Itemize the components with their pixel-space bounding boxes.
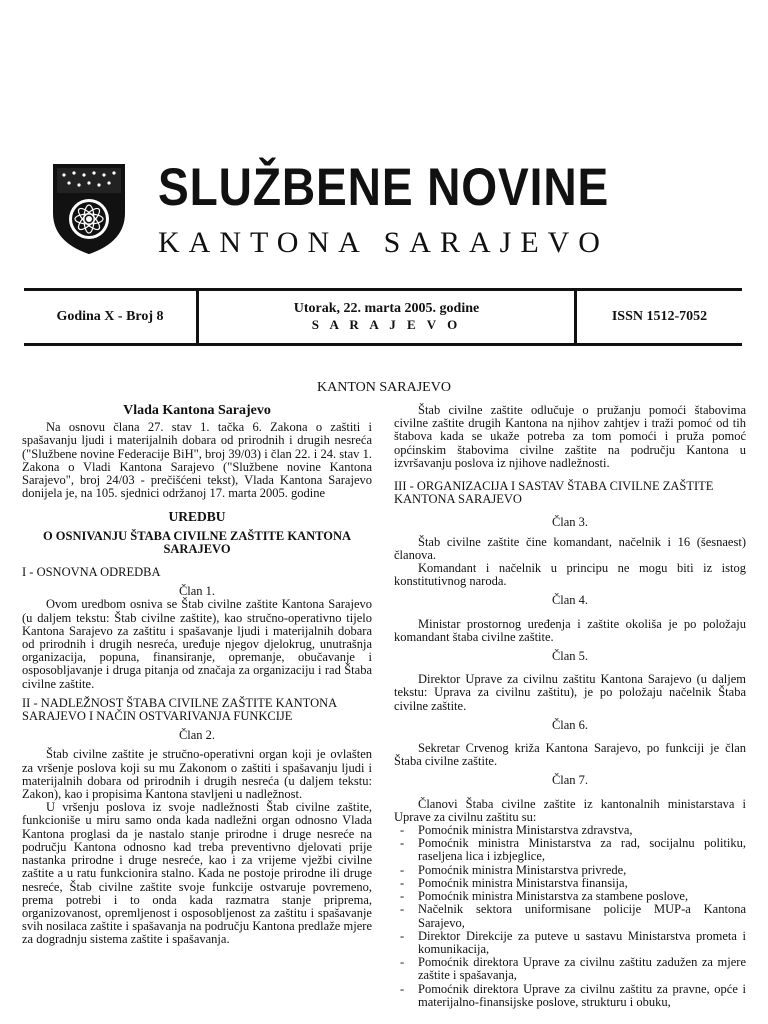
article-text: Štab civilne zaštite čine komandant, načelnik i 16 (šesnaest) članova. — [394, 534, 746, 562]
issue-header — [24, 288, 742, 346]
issue-number: Godina X - Broj 8 — [56, 309, 164, 324]
article-text: Ovom uredbom osniva se Štab civilne zaštite Kantona Sarajevo (u daljem tekstu: Štab civilne zaštite), kao stručno-operativno tijelo Kantona Sarajevo za zaštitu i spašavanje ljudi i materijalnih dobara od prirodnih i drugih nesreća, uređuje njegov djelokrug, unutrašnja organizacija, popuna, finansiranje, opremanje, obučavanje i osposobljavanje i druga pitanja od značaja za organizaciju i rad Štaba civilne zaštite. — [22, 597, 372, 691]
list-item: - Načelnik sektora uniformisane policije MUP-a Kantona Sarajevo, — [394, 903, 746, 929]
article-text: Direktor Uprave za civilnu zaštitu Kantona Sarajevo (u daljem tekstu: Uprava za civilnu zaštitu), je po položaju načelnik Štaba civilne zaštite. — [394, 672, 746, 713]
issn-cell — [577, 291, 742, 343]
list-item: - Pomoćnik direktora Uprave za civilnu zaštitu za pravne, opće i materijalno-finansijske poslove, strukturu i obuku, — [394, 983, 746, 1009]
preamble: Na osnovu člana 27. stav 1. tačka 6. Zakona o zaštiti i spašavanju ljudi i materijalnih dobara od prirodnih i drugih nesreća ("Službene novine Federacije BiH", broj 39/03) i član 22. i 24. stav 1. Zakona o Vladi Kantona Sarajevo ("Službene novine Kantona Sarajevo", broj 24/03 - prečišćeni tekst), Vlada Kantona Sarajevo donijela je, na 105. sjednici održanoj 17. marta 2005. godine — [22, 420, 372, 501]
right-column — [394, 396, 746, 1009]
part-heading: I - OSNOVNA ODREDBA — [22, 565, 161, 580]
list-item: - Pomoćnik ministra Ministarstva zdravstva, — [394, 824, 746, 837]
masthead-subtitle: KANTONA SARAJEVO — [158, 226, 609, 259]
article-heading: Član 7. — [551, 773, 589, 788]
article-heading: Član 1. — [178, 584, 216, 599]
article-text: U vršenju poslova iz svoje nadležnosti Štab civilne zaštite, funkcioniše u miru samo onda kada nadležni organ odnosno Vlada Kantona proglasi da je nastalo stanje prirodne i druge nesreće na području Kantona odnosno kad treba preventivno djelovati prije nastanka prirodne i druge nesreće, kao i za vrijeme vježbi civilne zaštite a u ratu funkcionira stalno. Kada ne postoje prirodne ili druge nesreće, Štab civilne zaštite svoje funkcije ostvaruje povremeno, prema potrebi i to onda kada razmatra stanje priprema, organizovanost, opremljenost i osposobljenost za zaštitu i spašavanje svih nosilaca zaštite i spašavanja na području Kantona predlaže mjere za dogradnju sistema zaštite i spašavanja. — [22, 800, 372, 947]
issn: ISSN 1512-7052 — [611, 309, 708, 324]
article-text: Sekretar Crvenog križa Kantona Sarajevo, po funkciji je član Štaba civilne zaštite. — [394, 741, 746, 769]
article-heading: Član 6. — [551, 717, 589, 732]
article-text: Štab civilne zaštite je stručno-operativni organ koji je ovlašten za vršenje poslova koji su mu Zakonom o zaštiti i spašavanju ljudi i materijalnih dobara od prirodnih i drugih nesreća (u daljem tekstu: Zakon), kao i propisima Kantona stavljeni u nadležnost. — [22, 747, 372, 802]
article-heading: Član 3. — [551, 515, 589, 530]
masthead-title: SLUŽBENE NOVINE — [158, 158, 610, 217]
section-heading: KANTON SARAJEVO — [317, 380, 451, 395]
article-heading: Član 5. — [551, 649, 589, 664]
list-item: - Pomoćnik direktora Uprave za civilnu zaštitu zadužen za mjere zaštite i spašavanja, — [394, 956, 746, 982]
coat-of-arms-icon — [52, 163, 126, 255]
article-heading: Član 2. — [178, 728, 216, 743]
list-item: - Pomoćnik ministra Ministarstva za stambene poslove, — [394, 890, 746, 903]
issuer-heading: Vlada Kantona Sarajevo — [123, 403, 271, 418]
member-list — [394, 824, 746, 1009]
list-item: - Pomoćnik ministra Ministarstva za rad, socijalnu politiku, raseljena lica i izbjeglice, — [394, 837, 746, 863]
issue-number-cell — [24, 291, 196, 343]
issue-date-cell — [199, 291, 574, 343]
issue-city: S A R A J E V O — [311, 317, 462, 332]
act-title: O OSNIVANJU ŠTABA CIVILNE ZAŠTITE KANTONA SARAJEVO — [42, 528, 352, 556]
act-heading: UREDBU — [168, 509, 226, 525]
left-column — [22, 396, 372, 947]
article-text: Ministar prostornog uređenja i zaštite okoliša je po položaju komandant štaba civilne zaštite. — [394, 616, 746, 644]
issue-date: Utorak, 22. marta 2005. godine — [293, 301, 480, 316]
article-heading: Član 4. — [551, 593, 589, 608]
list-item: - Pomoćnik ministra Ministarstva finansija, — [394, 877, 746, 890]
article-text: Članovi Štaba civilne zaštite iz kantonalnih ministarstava i Uprave za civilnu zaštitu su: — [394, 796, 746, 824]
article-text: Komandant i načelnik u principu ne mogu biti iz istog konstitutivnog naroda. — [394, 561, 746, 589]
list-item: - Direktor Direkcije za puteve u sastavu Ministarstva prometa i komunikacija, — [394, 930, 746, 956]
list-item: - Pomoćnik ministra Ministarstva privrede, — [394, 864, 746, 877]
article-text: Štab civilne zaštite odlučuje o pružanju pomoći štabovima civilne zaštite drugih Kantona na njihov zahtjev i traži pomoć od tih štabova kada se ukaže potreba za tom pomoći i pruža pomoć općinskim štabovima civilne zaštite na području Kantona u izvršavanju poslova iz njihove nadležnosti. — [394, 403, 746, 470]
part-heading: III - ORGANIZACIJA I SASTAV ŠTABA CIVILNE ZAŠTITE KANTONA SARAJEVO — [394, 479, 714, 507]
part-heading: II - NADLEŽNOST ŠTABA CIVILNE ZAŠTITE KANTONA SARAJEVO I NAČIN OSTVARIVANJA FUNKCIJE — [22, 695, 337, 724]
